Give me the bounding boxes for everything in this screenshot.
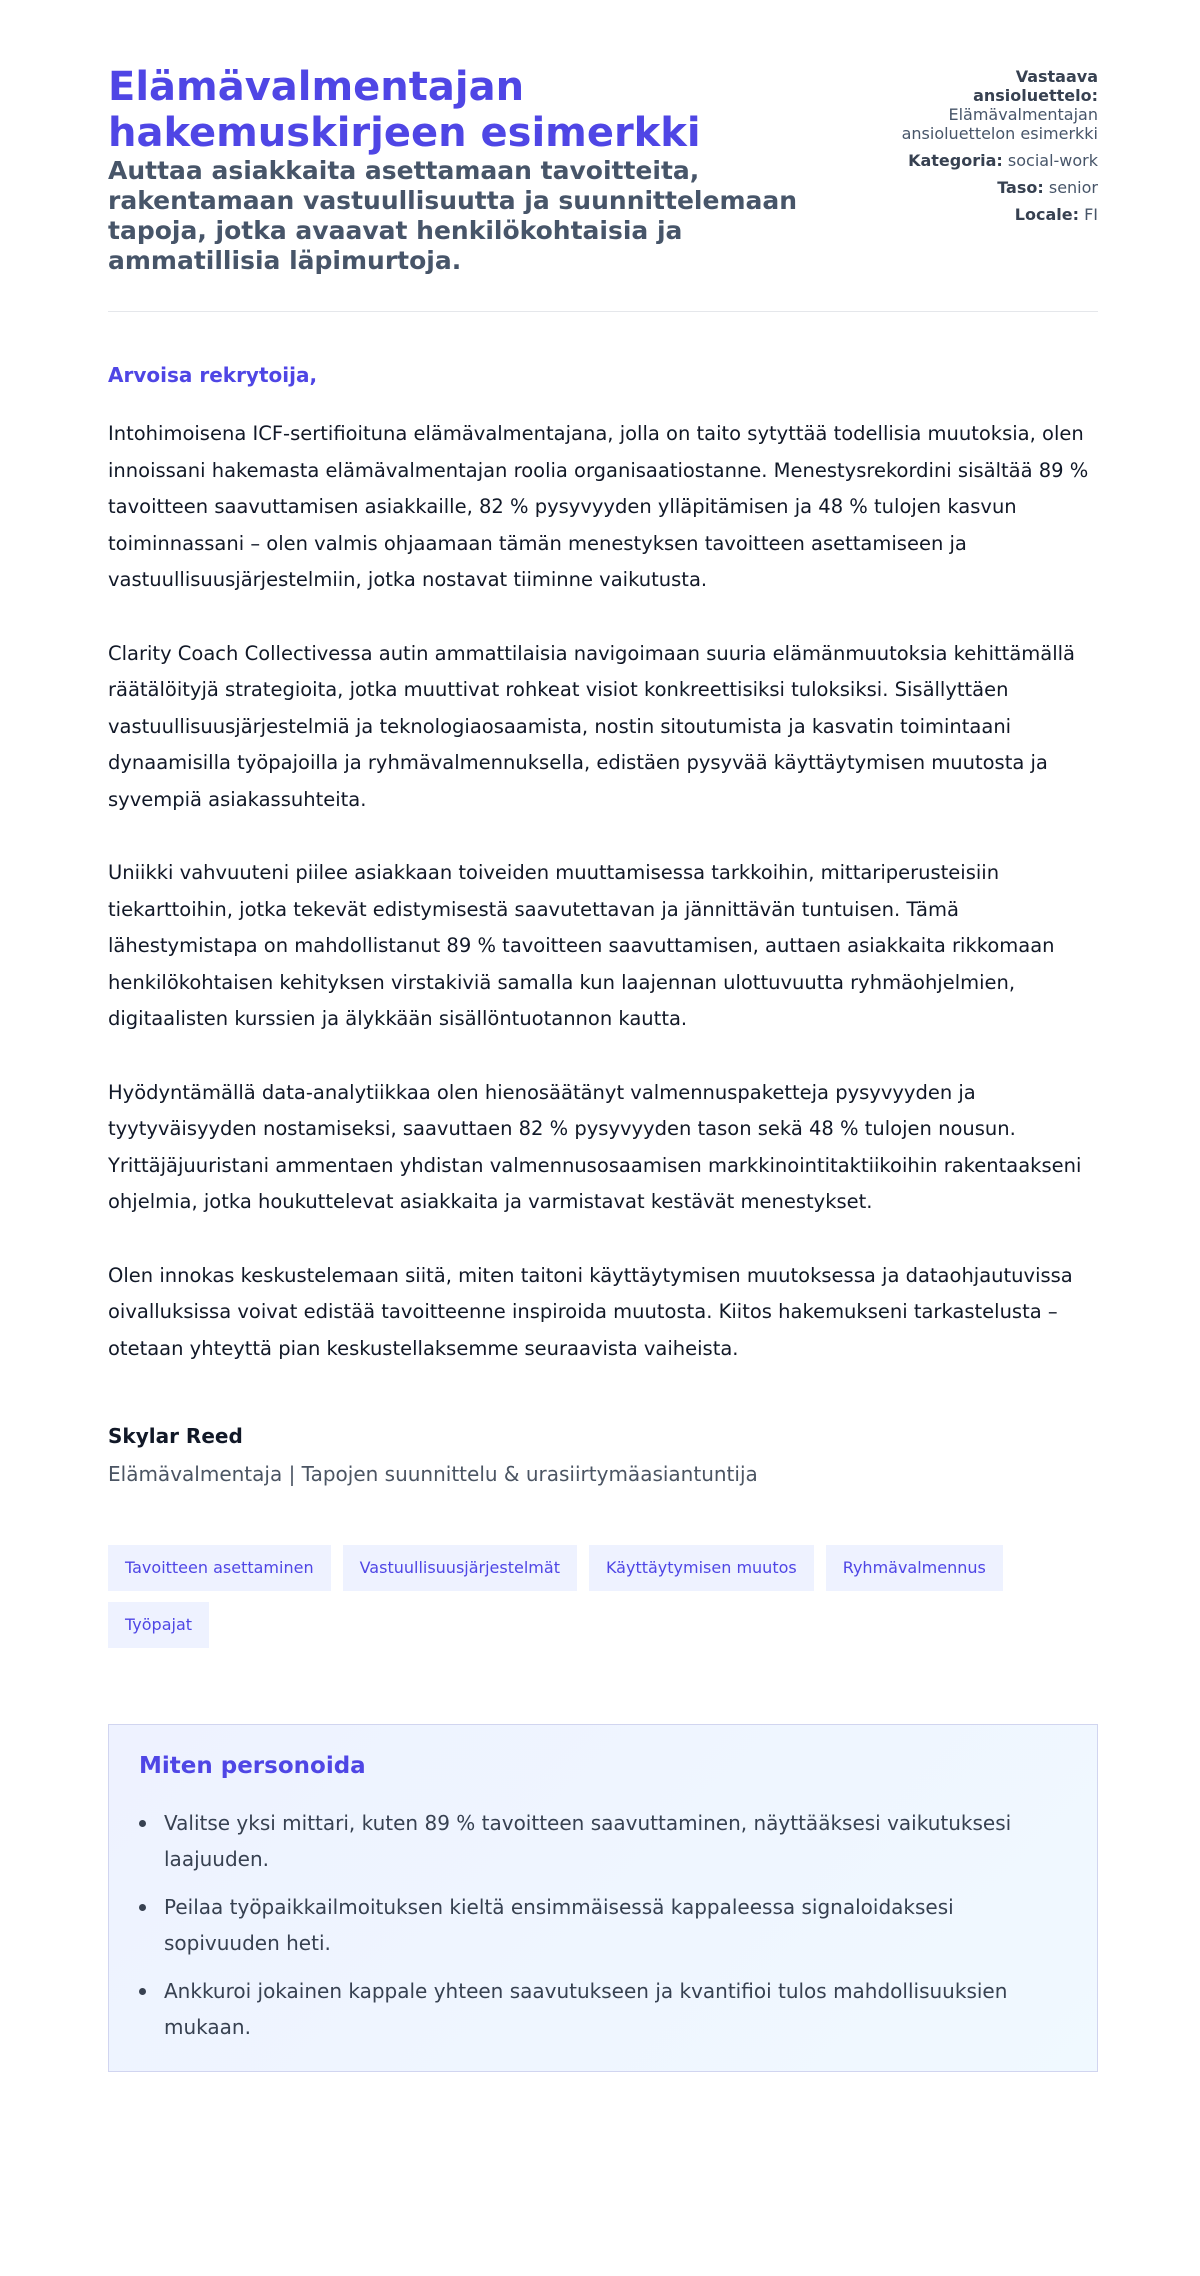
page-title: Elämävalmentajan hakemuskirjeen esimerkki	[108, 64, 701, 156]
tips-title: Miten personoida	[139, 1753, 366, 1779]
personalization-tips-box	[108, 1724, 1098, 2072]
skill-tag: Tavoitteen asettaminen	[108, 1545, 331, 1591]
tips-item	[164, 1973, 1067, 2045]
letter-paragraph: Hyödyntämällä data-analytiikkaa olen hienosäätänyt valmennuspaketteja pysyvyyden ja tyytyväisyyden nostamiseksi, saavuttaen 82 % pysyvyyden tason sekä 48 % tulojen nousun. Yrittäjäjuuristani ammentaen yhdistan valmennusosaamisen markkinointitaktiikoihin rakentaakseni ohjelmia, jotka houkuttelevat asiakkaita ja varmistavat kestävät menestykset.	[108, 1080, 1082, 1213]
letter-paragraph: Intohimoisena ICF-sertifioituna elämävalmentajana, jolla on taito sytyttää todellisia muutoksia, olen innoissani hakemasta elämävalmentajan roolia organisaatiostanne. Menestysrekordini sisältää 89 % tavoitteen saavuttamisen asiakkaille, 82 % pysyvyyden ylläpitämisen ja 48 % tulojen kasvun toiminnassani – olen valmis ohjaamaan tämän menestyksen tavoitteen asettamiseen ja vastuullisuusjärjestelmiin, jotka nostavat tiiminne vaikutusta.	[108, 422, 1089, 591]
meta-category-label: Kategoria:	[908, 151, 1003, 170]
meta-category-value: social-work	[1007, 151, 1098, 170]
tips-item	[164, 1889, 1067, 1961]
bullet-icon	[139, 1820, 146, 1827]
skill-tag: Vastuullisuusjärjestelmät	[343, 1545, 577, 1591]
meta-level-label: Taso:	[997, 178, 1044, 197]
skill-tag: Käyttäytymisen muutos	[589, 1545, 814, 1591]
tips-item-text: Peilaa työpaikkailmoituksen kieltä ensimmäisessä kappaleessa signaloidaksesi sopivuuden heti.	[164, 1895, 954, 1955]
signature-name: Skylar Reed	[108, 1424, 243, 1448]
meta-level	[898, 178, 1098, 197]
bullet-icon	[139, 1904, 146, 1911]
page-subtitle: Auttaa asiakkaita asettamaan tavoitteita, rakentamaan vastuullisuutta ja suunnittelemaan tapoja, jotka avaavat henkilökohtaisia ja ammatillisia läpimurtoja.	[108, 156, 798, 275]
signature-block	[108, 1423, 1098, 1487]
meta-locale-value: FI	[1084, 205, 1098, 224]
letter-body	[108, 416, 1098, 1367]
meta-locale-label: Locale:	[1014, 205, 1079, 224]
signature-title: Elämävalmentaja | Tapojen suunnittelu & urasiirtymäasiantuntija	[108, 1462, 758, 1486]
cover-letter-page	[108, 0, 1098, 2072]
meta-category	[898, 151, 1098, 170]
meta-resume	[898, 67, 1098, 143]
letter-paragraph: Olen innokas keskustelemaan siitä, miten taitoni käyttäytymisen muutoksessa ja dataohjautuvissa oivalluksissa voivat edistää tavoitteenne inspiroida muutosta. Kiitos hakemukseni tarkastelusta – otetaan yhteyttä pian keskustellaksemme seuraavista vaiheista.	[108, 1263, 1073, 1360]
page-header	[108, 64, 1098, 312]
bullet-icon	[139, 1988, 146, 1995]
title-block	[108, 64, 828, 276]
meta-resume-value: Elämävalmentajan ansioluettelon esimerkki	[901, 105, 1098, 143]
tips-item-text: Valitse yksi mittari, kuten 89 % tavoitteen saavuttaminen, näyttääksesi vaikutuksesi laajuuden.	[164, 1811, 1012, 1871]
skill-tag: Ryhmävalmennus	[826, 1545, 1003, 1591]
skill-tag: Työpajat	[108, 1602, 209, 1648]
meta-resume-label: Vastaava ansioluettelo:	[973, 67, 1098, 105]
tips-item-text: Ankkuroi jokainen kappale yhteen saavutukseen ja kvantifioi tulos mahdollisuuksien mukaan.	[164, 1979, 1008, 2039]
tips-item	[164, 1805, 1067, 1877]
letter-greeting: Arvoisa rekrytoija,	[108, 363, 318, 387]
skill-tags	[108, 1545, 1098, 1648]
meta-locale	[898, 205, 1098, 224]
meta-panel	[898, 67, 1098, 232]
meta-level-value: senior	[1048, 178, 1098, 197]
tips-list	[139, 1805, 1067, 2045]
letter-paragraph: Clarity Coach Collectivessa autin ammattilaisia navigoimaan suuria elämänmuutoksia kehittämällä räätälöityjä strategioita, jotka muuttivat rohkeat visiot konkreettisiksi tuloksiksi. Sisällyttäen vastuullisuusjärjestelmiä ja teknologiaosaamista, nostin sitoutumista ja kasvatin toimintaani dynaamisilla työpajoilla ja ryhmävalmennuksella, edistäen pysyvää käyttäytymisen muutosta ja syvempiä asiakassuhteita.	[108, 641, 1076, 811]
letter-paragraph: Uniikki vahvuuteni piilee asiakkaan toiveiden muuttamisessa tarkkoihin, mittariperusteisiin tiekarttoihin, jotka tekevät edistymisestä saavutettavan ja jännittävän tuntuisen. Tämä lähestymistapa on mahdollistanut 89 % tavoitteen saavuttamisen, auttaen asiakkaita rikkomaan henkilökohtaisen kehityksen virstakiviä samalla kun laajennan ulottuvuutta ryhmäohjelmien, digitaalisten kurssien ja älykkään sisällöntuotannon kautta.	[108, 861, 1055, 1030]
